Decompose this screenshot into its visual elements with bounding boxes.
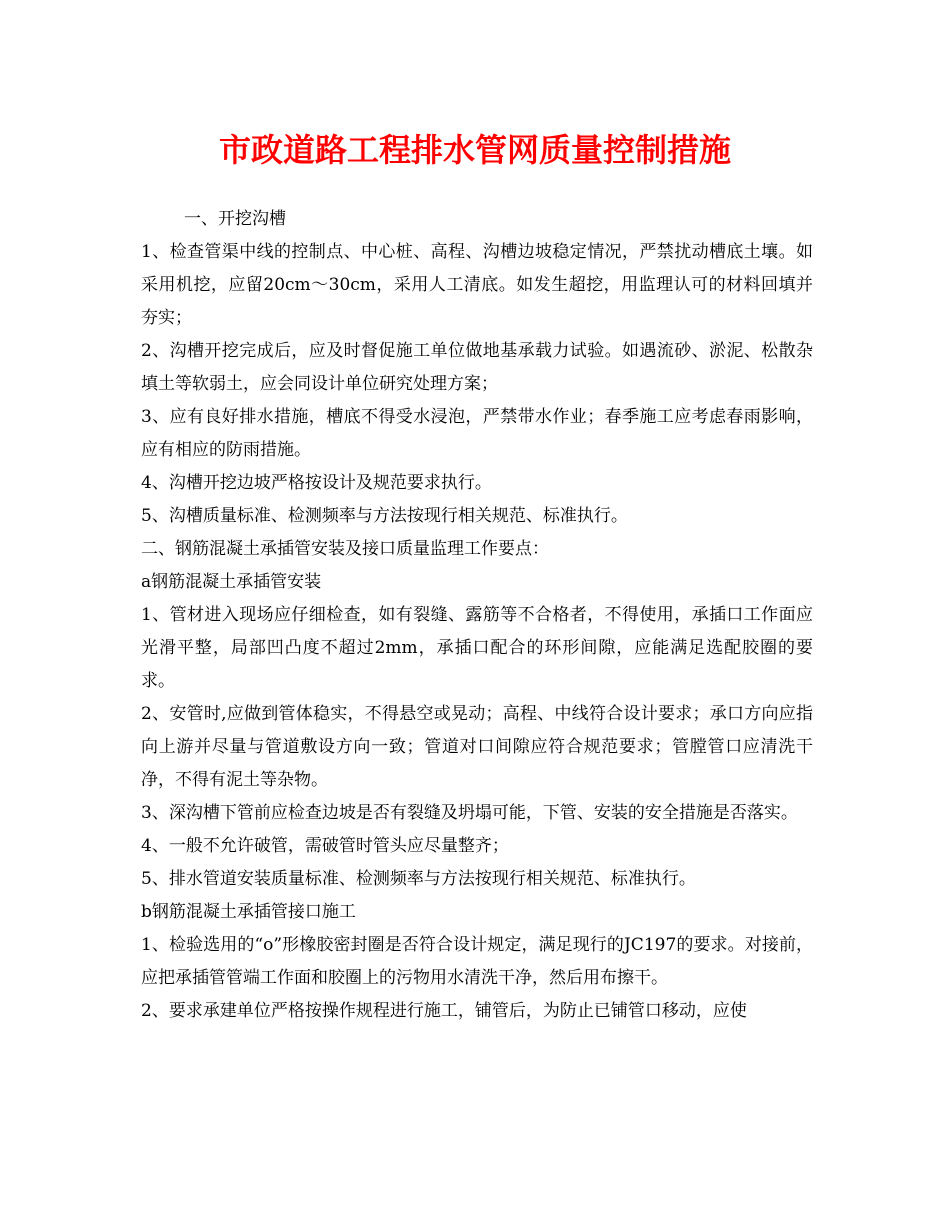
- document-paragraph: 3、应有良好排水措施，槽底不得受水浸泡，严禁带水作业；春季施工应考虑春雨影响，应有相应的防雨措施。: [141, 407, 813, 460]
- document-paragraph: 2、沟槽开挖完成后，应及时督促施工单位做地基承载力试验。如遇流砂、淤泥、松散杂填土等软弱土，应会同设计单位研究处理方案；: [141, 341, 813, 394]
- document-paragraph: 4、一般不允许破管，需破管时管头应尽量整齐；: [141, 836, 509, 856]
- document-paragraph: 2、安管时,应做到管体稳实，不得悬空或晃动；高程、中线符合设计要求；承口方向应指向上游并尽量与管道敷设方向一致；管道对口间隙应符合规范要求；管膛管口应清洗干净，不得有泥土等杂物。: [141, 704, 813, 790]
- document-paragraph: 1、检验选用的“o”形橡胶密封圈是否符合设计规定，满足现行的JC197的要求。对接前，应把承插管管端工作面和胶圈上的污物用水清洗干净，然后用布擦干。: [141, 935, 813, 988]
- document-paragraph: 1、管材进入现场应仔细检查，如有裂缝、露筋等不合格者，不得使用，承插口工作面应光滑平整，局部凹凸度不超过2mm，承插口配合的环形间隙，应能满足选配胶圈的要求。: [141, 605, 813, 691]
- document-paragraph: b钢筋混凝土承插管接口施工: [141, 902, 356, 922]
- document-paragraph: 5、沟槽质量标准、检测频率与方法按现行相关规范、标准执行。: [141, 506, 628, 526]
- document-paragraph: 4、沟槽开挖边坡严格按设计及规范要求执行。: [141, 473, 492, 493]
- document-paragraph: 一、开挖沟槽: [184, 209, 286, 229]
- document-paragraph: 2、要求承建单位严格按操作规程进行施工，铺管后，为防止已铺管口移动，应使: [141, 1001, 747, 1021]
- document-paragraph: 5、排水管道安装质量标准、检测频率与方法按现行相关规范、标准执行。: [141, 869, 696, 889]
- document-body: [141, 203, 813, 1028]
- document-paragraph: 1、检查管渠中线的控制点、中心桩、高程、沟槽边坡稳定情况，严禁扰动槽底土壤。如采用机挖，应留20cm～30cm，采用人工清底。如发生超挖，用监理认可的材料回填并夯实；: [141, 242, 813, 328]
- document-title: 市政道路工程排水管网质量控制措施: [218, 131, 731, 169]
- document-paragraph: 二、钢筋混凝土承插管安装及接口质量监理工作要点：: [141, 539, 549, 559]
- document-paragraph: 3、深沟槽下管前应检查边坡是否有裂缝及坍塌可能，下管、安装的安全措施是否落实。: [141, 803, 798, 823]
- document-paragraph: a钢筋混凝土承插管安装: [141, 572, 322, 592]
